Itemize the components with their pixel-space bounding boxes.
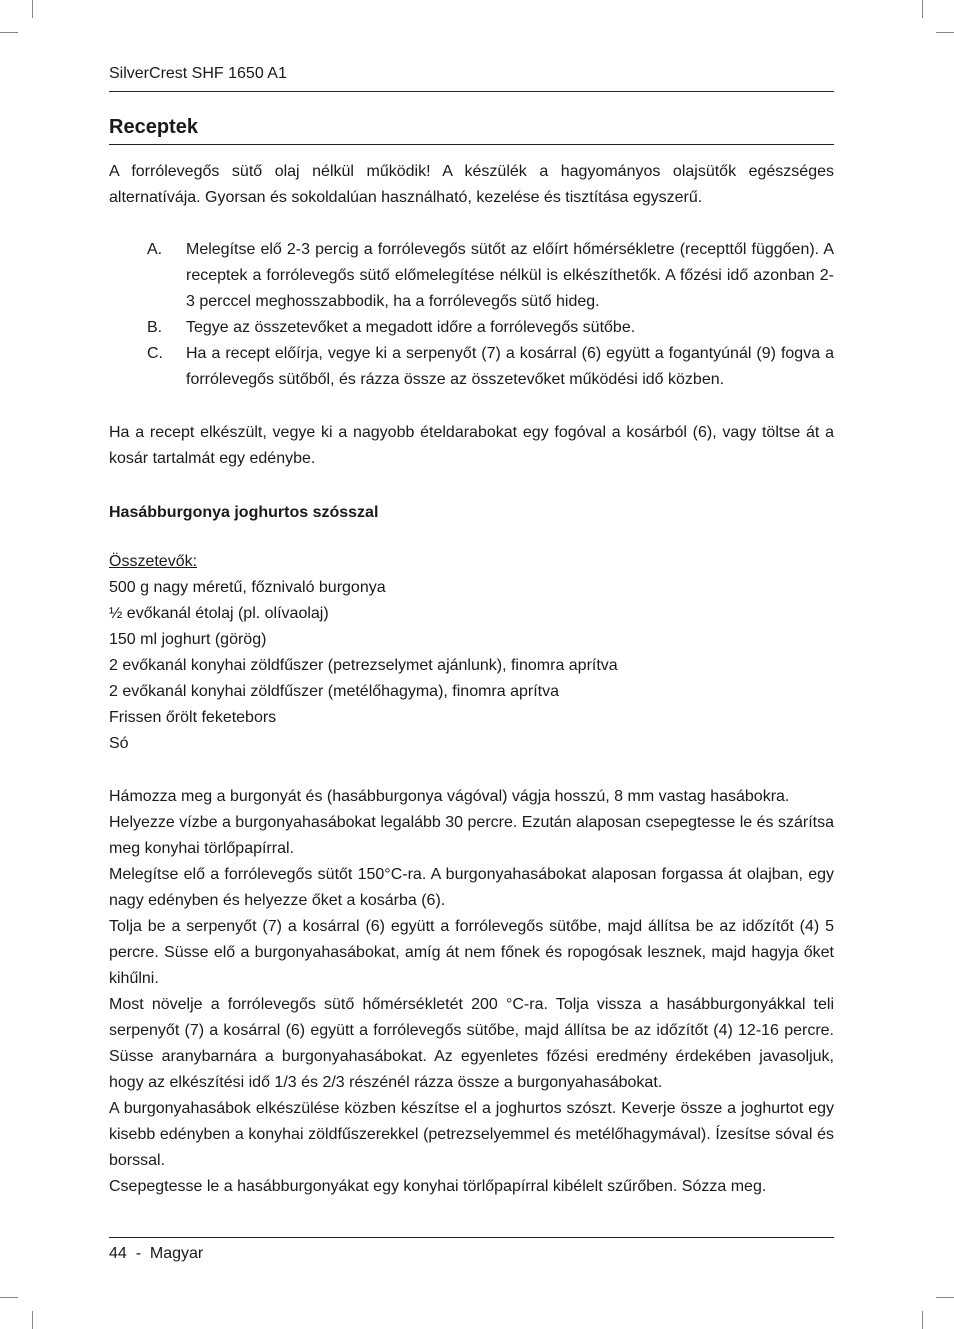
page-number-label: 44 - Magyar bbox=[109, 1245, 204, 1262]
instruction-paragraph: A burgonyahasábok elkészülése közben készítse el a joghurtos szószt. Keverje össze a joghurtot egy kisebb edényben a konyhai zöldfűszerekkel (petrezselyemmel és metélőhagymával). Ízesítse sóval és borssal. bbox=[109, 1100, 834, 1169]
step-letter: B. bbox=[147, 319, 163, 336]
intro-paragraph: A forrólevegős sütő olaj nélkül működik! A készülék a hagyományos olajsütők egészséges alternatívája. Gyorsan és sokoldalúan használható, kezelése és tisztítása egyszerű. bbox=[109, 163, 834, 206]
ingredient-item: 500 g nagy méretű, főznivaló burgonya bbox=[109, 579, 386, 596]
instruction-paragraph: Tolja be a serpenyőt (7) a kosárral (6) együtt a forrólevegős sütőbe, majd állítsa be az időzítőt (4) 5 percre. Süsse elő a burgonyahasábokat, amíg át nem főnek és ropogósak lesznek, majd hagyja őket kihűlni. bbox=[109, 918, 834, 987]
crop-mark-top-right-v bbox=[922, 0, 923, 18]
step-letter: C. bbox=[147, 345, 163, 362]
ingredient-item: 150 ml joghurt (görög) bbox=[109, 631, 267, 648]
step-item bbox=[109, 237, 834, 315]
crop-mark-top-right-h bbox=[936, 32, 954, 33]
step-text: Melegítse elő 2-3 percig a forrólevegős sütőt az előírt hőmérsékletre (recepttől függően). A receptek a forrólevegős sütő előmelegítése nélkül is elkészíthetők. A főzési idő azonban 2-3 perccel meghosszabbodik, ha a forrólevegős sütő hideg. bbox=[186, 241, 834, 310]
instruction-paragraph: Melegítse elő a forrólevegős sütőt 150°C-ra. A burgonyahasábokat alaposan forgassa át olajban, egy nagy edényben és helyezze őket a kosárba (6). bbox=[109, 866, 834, 909]
ingredients-section bbox=[109, 549, 834, 757]
step-letter: A. bbox=[147, 241, 163, 258]
crop-mark-bottom-left-h bbox=[0, 1297, 18, 1298]
product-name: SilverCrest SHF 1650 A1 bbox=[109, 65, 287, 82]
crop-mark-bottom-right-h bbox=[936, 1297, 954, 1298]
crop-mark-top-left-h bbox=[0, 32, 18, 33]
ingredients-heading: Összetevők: bbox=[109, 553, 198, 570]
crop-mark-bottom-left-v bbox=[32, 1311, 33, 1329]
ingredient-item: 2 evőkanál konyhai zöldfűszer (metélőhagyma), finomra aprítva bbox=[109, 683, 559, 700]
recipe-title: Hasábburgonya joghurtos szósszal bbox=[109, 504, 379, 521]
page-footer bbox=[109, 1237, 834, 1264]
step-item bbox=[109, 341, 834, 393]
page-header bbox=[109, 64, 834, 92]
crop-mark-top-left-v bbox=[32, 0, 33, 18]
ingredient-item: Frissen őrölt feketebors bbox=[109, 709, 277, 726]
instructions-section bbox=[109, 784, 834, 1200]
instruction-paragraph: Most növelje a forrólevegős sütő hőmérsékletét 200 °C-ra. Tolja vissza a hasábburgonyákkal teli serpenyőt (7) a kosárral (6) együtt a forrólevegős sütőbe, majd állítsa be az időzítőt (4) 12-16 percre. Süsse aranybarnára a burgonyahasábokat. Az egyenletes főzési eredmény érdekében javasoljuk, hogy az elkészítési idő 1/3 és 2/3 részénél rázza össze a burgonyahasábokat. bbox=[109, 996, 834, 1091]
ingredient-item: Só bbox=[109, 735, 129, 752]
crop-mark-bottom-right-v bbox=[922, 1311, 923, 1329]
step-text: Ha a recept előírja, vegye ki a serpenyőt (7) a kosárral (6) együtt a fogantyúnál (9) fogva a forrólevegős sütőből, és rázza össze az összetevőket működési idő közben. bbox=[186, 345, 834, 388]
ingredient-item: ½ evőkanál étolaj (pl. olívaolaj) bbox=[109, 605, 329, 622]
after-steps-paragraph: Ha a recept elkészült, vegye ki a nagyobb ételdarabokat egy fogóval a kosárból (6), vagy töltse át a kosár tartalmát egy edénybe. bbox=[109, 424, 834, 467]
instruction-paragraph: Helyezze vízbe a burgonyahasábokat legalább 30 percre. Ezután alaposan csepegtesse le és szárítsa meg konyhai törlőpapírral. bbox=[109, 814, 834, 857]
section-title: Receptek bbox=[109, 114, 834, 145]
instruction-paragraph: Hámozza meg a burgonyát és (hasábburgonya vágóval) vágja hosszú, 8 mm vastag hasábokra. bbox=[109, 788, 790, 805]
step-list bbox=[109, 237, 834, 393]
ingredient-item: 2 evőkanál konyhai zöldfűszer (petrezselymet ajánlunk), finomra aprítva bbox=[109, 657, 618, 674]
instruction-paragraph: Csepegtesse le a hasábburgonyákat egy konyhai törlőpapírral kibélelt szűrőben. Sózza meg. bbox=[109, 1178, 767, 1195]
step-text: Tegye az összetevőket a megadott időre a forrólevegős sütőbe. bbox=[186, 319, 636, 336]
step-item bbox=[109, 315, 834, 341]
